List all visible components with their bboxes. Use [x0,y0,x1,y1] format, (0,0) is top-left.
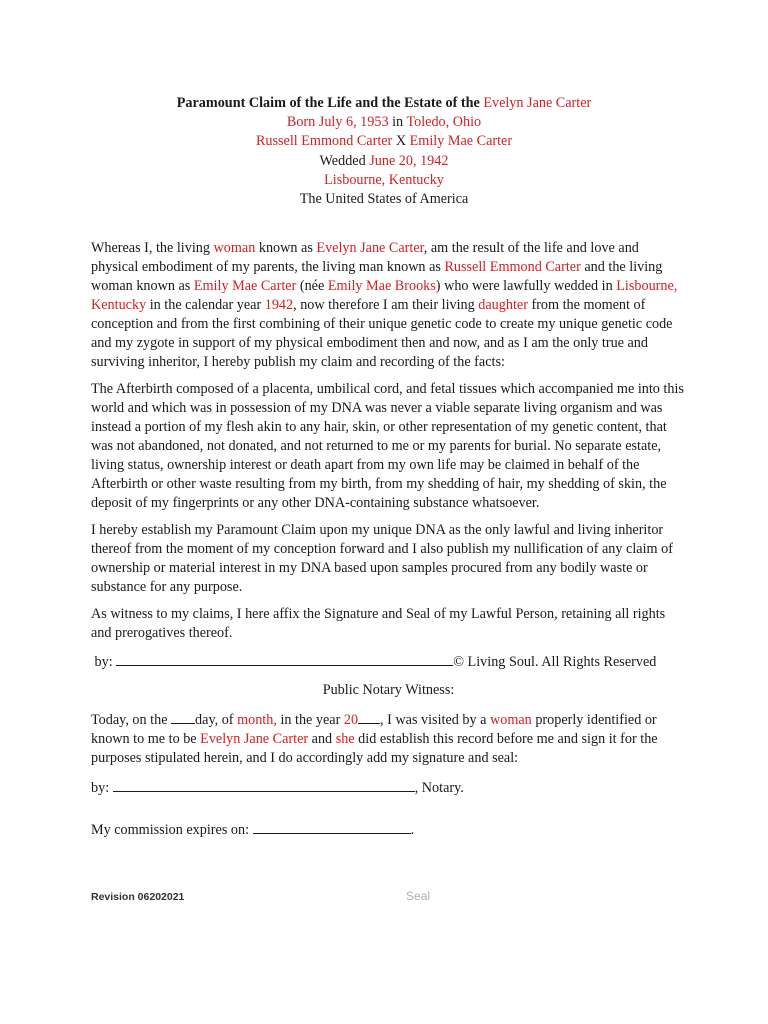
birth-in: in [388,114,407,131]
day-blank[interactable] [171,709,195,724]
birth-date: Born July 6, 1953 [286,114,389,131]
parents-line [0,132,768,151]
p1-text-8: , now therefore I am their living [293,297,479,313]
p1-text-3: , am the result of the life and love and physical embodiment of my parents, the living man known as [91,240,639,275]
wedded-label: Wedded [319,152,370,169]
parents-x: X [392,133,410,150]
p1-text-2: known as [255,240,317,256]
claim-paragraph: I hereby establish my Paramount Claim upon my unique DNA as the only lawful and living inheritor thereof from the moment of my conception forward and I also publish my nullification of any claim of ownership or material interest in my DNA based upon samples procured from any bodily waste or substance for any purpose. [91,522,673,595]
notary-suffix: , Notary. [414,780,464,796]
title-prefix: Paramount Claim of the Life and the Estate of the [176,95,484,111]
document-body [91,239,686,840]
p5-text-2: day, of [195,712,238,728]
commission-blank[interactable] [253,819,411,834]
revision-label: Revision 06202021 [91,891,185,903]
notary-heading: Public Notary Witness: [322,682,455,698]
p5-field-century: 20 [343,712,359,728]
wedded-date: June 20, 1942 [369,152,449,169]
seal-placeholder: Seal [406,889,431,903]
p5-text-3: in the year [276,712,344,728]
birth-place: Toledo, Ohio [406,114,482,131]
p1-field-mother: Emily Mae Carter [193,278,297,294]
p1-field-wedding-year: 1942 [264,297,294,313]
p5-field-name: Evelyn Jane Carter [200,731,309,747]
p5-text-7: did establish this record before me and sign it for the purposes stipulated herein, and I do accordingly add my signature and seal: [91,731,658,766]
wedded-place: Lisbourne, Kentucky [324,171,444,188]
document-header [0,94,768,209]
p5-field-pronoun: she [335,731,355,747]
notary-paragraph [91,709,686,768]
p5-text-4: , I was visited by a [380,712,490,728]
p5-text-5: properly identified or known to me to be [91,712,657,747]
signature-line [91,651,686,672]
signature-blank[interactable] [116,651,453,666]
document-title [0,94,768,113]
p1-field-wedding-place: Lisbourne, Kentucky [91,278,678,313]
p1-field-relation: daughter [478,297,528,313]
afterbirth-paragraph: The Afterbirth composed of a placenta, umbilical cord, and fetal tissues which accompanied me into this world and which was in possession of my DNA was never a viable separate living organism and was instead a portion of my flesh akin to any hair, skin, or other representation of my genetic content, that was not abandoned, not donated, and not returned to me or my parents for burial. No separate estate, living status, ownership interest or death apart from my own life may be claimed in behalf of the Afterbirth or other waste resulting from my birth, from my shedding of hair, my shedding of skin, the deposit of my fingerprints or any other DNA-containing substance whatsoever. [91,381,684,511]
p5-text-1: Today, on the [91,712,172,728]
notary-signature-line [91,777,686,798]
p1-text-6: ) who were lawfully wedded in [435,278,617,294]
year-blank[interactable] [358,709,380,724]
signature-rights: © Living Soul. All Rights Reserved [453,654,657,670]
mother-name: Emily Mae Carter [409,133,513,150]
p1-text-7: in the calendar year [146,297,265,313]
commission-line [91,819,686,840]
wedded-line [0,152,768,171]
birth-line [0,113,768,132]
witness-paragraph: As witness to my claims, I here affix the Signature and Seal of my Lawful Person, retaining all rights and prerogatives thereof. [91,606,666,641]
whereas-paragraph [91,239,686,372]
title-name: Evelyn Jane Carter [483,95,592,111]
commission-period: . [410,822,415,838]
p5-field-month: month, [237,712,277,728]
signature-by-label: by: [94,654,117,670]
p5-field-gender: woman [489,712,532,728]
father-name: Russell Emmond Carter [255,133,393,150]
notary-signature-blank[interactable] [113,777,415,792]
p1-field-gender: woman [213,240,256,256]
p5-text-6: and [308,731,336,747]
p1-text-1: Whereas I, the living [91,240,214,256]
p1-text-4: and the living woman known as [91,259,663,294]
commission-label: My commission expires on: [91,822,253,838]
p1-field-father: Russell Emmond Carter [444,259,581,275]
p1-text-9: from the moment of conception and from the first combining of their unique genetic code to create my unique genetic code and my zygote in support of my physical embodiment then and now, and as I am the only true and surviving inheritor, I hereby publish my claim and recording of the facts: [91,297,673,370]
p1-field-name: Evelyn Jane Carter [316,240,424,256]
p1-text-5: (née [296,278,328,294]
country-line: The United States of America [299,190,469,207]
notary-by-label: by: [91,780,113,796]
p1-field-maiden-name: Emily Mae Brooks [327,278,436,294]
